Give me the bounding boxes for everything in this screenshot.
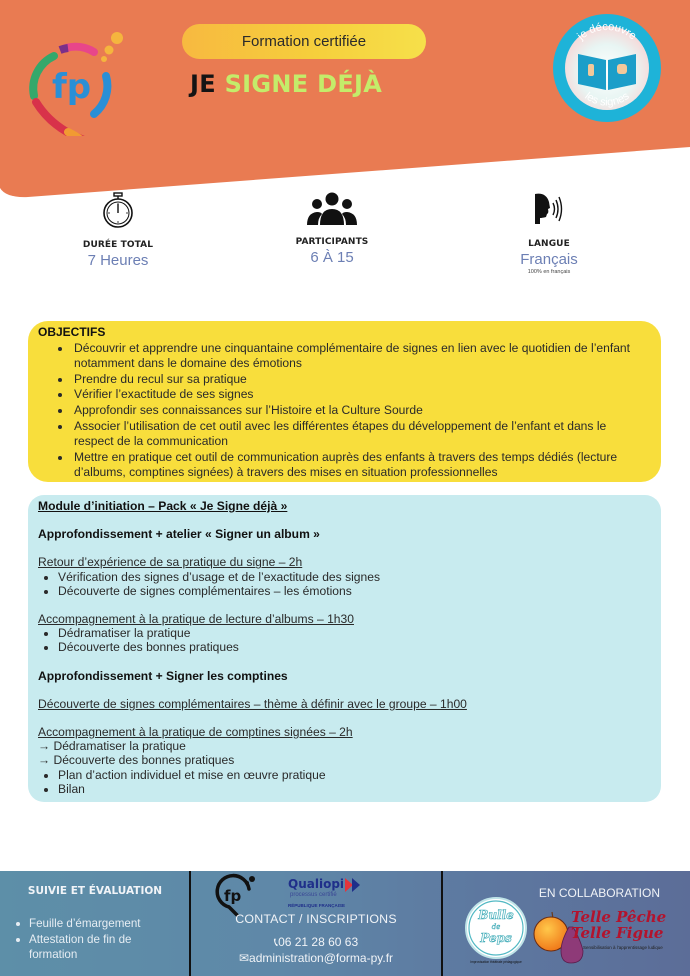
objective-item: Vérifier l’exactitude de ses signes — [38, 387, 647, 403]
module-item: Découverte des bonnes pratiques — [38, 640, 647, 654]
envelope-icon: ✉︎ — [238, 951, 250, 965]
group-people-icon — [306, 192, 358, 226]
objectives-title: OBJECTIFS — [38, 325, 106, 339]
email-address: administration@forma-py.fr — [249, 951, 394, 965]
module-item: Plan d’action individuel et mise en œuvre pratique — [38, 768, 647, 782]
svg-text:fp: fp — [224, 887, 242, 905]
stat-duration — [38, 192, 198, 269]
module-item: Dédramatiser la pratique — [38, 626, 647, 640]
qualiopi-republic: RÉPUBLIQUE FRANÇAISE — [288, 903, 346, 908]
module-arrow-item: → Dédramatiser la pratique — [38, 739, 186, 754]
stat-language — [469, 192, 629, 275]
module-item: Bilan — [38, 782, 647, 796]
footer — [0, 871, 690, 976]
stat-label: LANGUE — [528, 239, 570, 249]
contact-email[interactable] — [190, 951, 442, 965]
phone-icon: 📞︎ — [273, 935, 279, 949]
part1-section2-title: Accompagnement à la pratique de lecture d’albums – 1h30 — [38, 612, 354, 627]
qualiopi-name: Qualiopi — [288, 877, 345, 891]
part2-section2-list — [38, 768, 647, 796]
telle-tagline: Sensibilisation à l’apprentissage ludique — [583, 945, 663, 950]
objective-item: Mettre en pratique cet outil de communication auprès des enfants à travers des temps dédiés (lecture d’albums, comptines signées) à travers des mises en situation professionnelles — [38, 450, 647, 481]
svg-text:je découvre: je découvre — [575, 20, 639, 43]
telle-peche-telle-figue-logo — [531, 907, 676, 967]
svg-text:Improvisation théâtrale pédago: Improvisation théâtrale pédagogique — [470, 960, 522, 964]
stat-participants — [252, 192, 412, 266]
telle-line2: Telle Figue — [571, 924, 664, 942]
objective-item: Associer l’utilisation de cet outil avec les différentes étapes du développement de l’enfant et dans le respect de la communication — [38, 419, 647, 450]
title-part-signe-deja: SIGNE DÉJÀ — [224, 70, 383, 98]
part2-section1-title: Découverte de signes complémentaires – thème à définir avec le groupe – 1h00 — [38, 696, 467, 711]
title-part-je: JE — [190, 70, 216, 98]
contact-phone[interactable] — [190, 935, 442, 950]
bulle-de-peps-logo — [463, 897, 529, 965]
part1-section2-list — [38, 626, 647, 654]
module-item: Vérification des signes d’usage et de l’exactitude des signes — [38, 570, 647, 584]
part2-heading: Approfondissement + Signer les comptines — [38, 668, 288, 683]
evaluation-list — [13, 916, 183, 963]
svg-text:Bulle: Bulle — [478, 908, 514, 922]
module-section — [28, 495, 661, 802]
svg-text:les signes: les signes — [582, 90, 632, 109]
qualiopi-subtitle: processus certifié — [290, 892, 337, 898]
stat-value: 7 Heures — [87, 252, 149, 269]
objectives-section — [28, 321, 661, 482]
objective-item: Prendre du recul sur sa pratique — [38, 372, 647, 388]
evaluation-item: Attestation de fin de formation — [13, 932, 183, 963]
evaluation-item: Feuille d’émargement — [13, 916, 183, 932]
stat-value: Français — [520, 251, 578, 268]
svg-text:fp: fp — [52, 67, 92, 107]
module-arrow-item: → Découverte des bonnes pratiques — [38, 753, 235, 768]
stat-label: DURÉE TOTAL — [82, 240, 154, 250]
telle-text — [571, 909, 666, 941]
objective-item: Approfondir ses connaissances sur l’Histoire et la Culture Sourde — [38, 403, 647, 419]
certification-label: Formation certifiée — [241, 33, 367, 50]
speaking-head-icon — [532, 192, 566, 226]
certification-pill — [182, 24, 426, 59]
qualiopi-arrows-icon — [345, 878, 367, 892]
module-title: Module d’initiation – Pack « Je Signe déjà » — [38, 499, 288, 513]
part1-section1-list — [38, 570, 647, 598]
forma-py-logo — [24, 26, 124, 136]
contact-title: CONTACT / INSCRIPTIONS — [235, 912, 397, 926]
collaboration-title: EN COLLABORATION — [538, 886, 660, 900]
stopwatch-icon — [101, 192, 135, 230]
telle-line1: Telle Pêche — [571, 908, 667, 926]
stat-label: PARTICIPANTS — [295, 237, 369, 247]
objective-item: Découvrir et apprendre une cinquantaine complémentaire de signes en lien avec le quotidien de l’enfant notamment dans le domaine des émotions — [38, 341, 647, 372]
objectives-list — [38, 341, 647, 481]
stat-note: 100% en français — [527, 269, 571, 275]
evaluation-title: SUIVIE ET ÉVALUATION — [27, 885, 163, 897]
je-decouvre-les-signes-badge-icon — [551, 12, 663, 124]
part1-heading: Approfondissement + atelier « Signer un album » — [38, 527, 320, 542]
svg-text:de: de — [491, 923, 501, 931]
part2-section2-title: Accompagnement à la pratique de comptines signées – 2h — [38, 725, 353, 740]
module-item: Découverte de signes complémentaires – les émotions — [38, 584, 647, 598]
part1-section1-title: Retour d’expérience de sa pratique du signe – 2h — [38, 555, 303, 570]
qualiopi-logo — [288, 877, 372, 917]
svg-text:Peps: Peps — [480, 931, 512, 945]
page-title — [190, 70, 382, 98]
stat-value: 6 À 15 — [310, 249, 354, 266]
phone-number: 06 21 28 60 63 — [278, 935, 359, 949]
